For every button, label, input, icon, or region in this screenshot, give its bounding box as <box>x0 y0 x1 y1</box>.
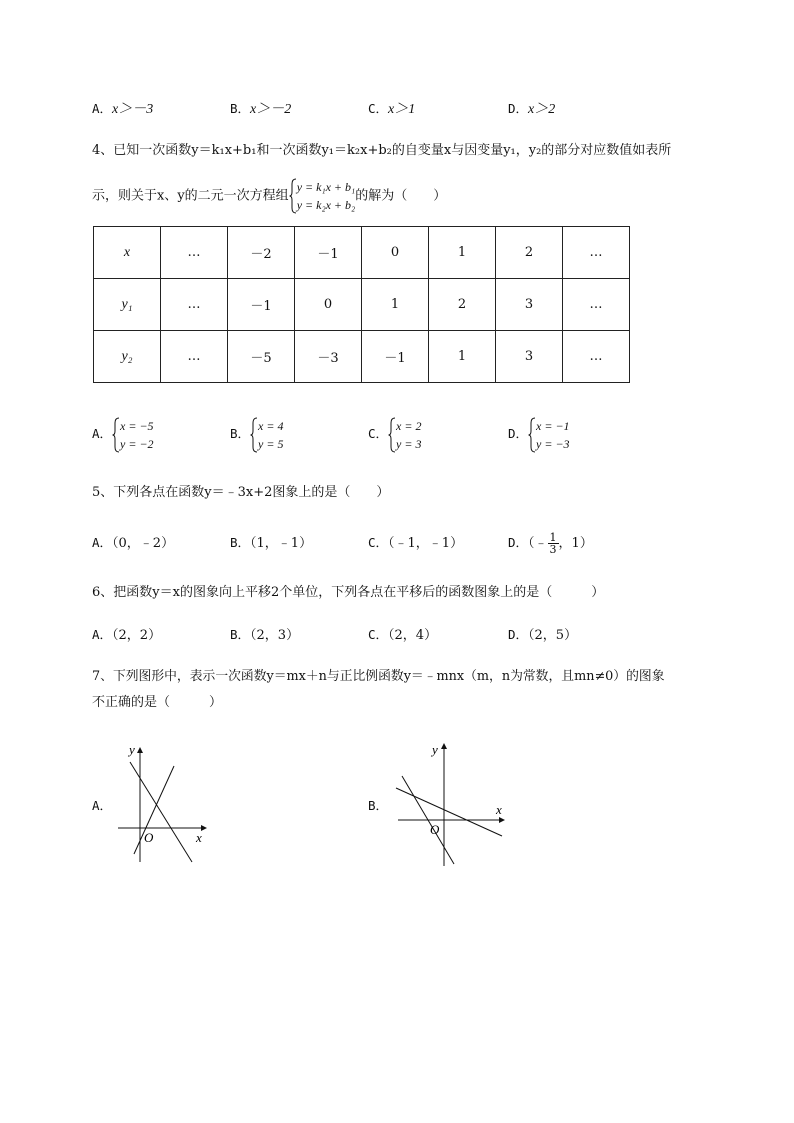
q5-option-b[interactable]: B．（1，﹣1） <box>230 535 313 551</box>
q3-option-b[interactable]: B．x＞－2 <box>230 101 292 117</box>
origin-label: O <box>144 830 154 845</box>
q3-option-a[interactable]: A．x＞－3 <box>92 101 154 117</box>
table-cell: … <box>161 279 228 331</box>
fraction: $\frac{1}{3}$ <box>549 531 557 556</box>
table-cell: 0 <box>362 227 429 279</box>
table-row-header: y₂ <box>94 331 161 383</box>
table-cell: 1 <box>429 227 496 279</box>
q3-options <box>92 98 732 120</box>
q6-stem: 6、把函数y＝x的图象向上平移2个单位，下列各点在平移后的函数图象上的是（ ） <box>92 585 605 600</box>
x-axis-label: x <box>196 830 202 845</box>
table-row <box>94 279 630 331</box>
q4-option-d[interactable]: D． x = −1 y = −3 <box>508 418 570 451</box>
table-cell: －1 <box>295 227 362 279</box>
brace-icon <box>289 178 297 214</box>
brace-icon <box>388 417 396 453</box>
table-cell: 3 <box>496 331 563 383</box>
table-cell: －3 <box>295 331 362 383</box>
q7-graph-a-label[interactable]: A． <box>92 798 113 813</box>
line-1 <box>130 762 192 862</box>
x-axis-label: x <box>496 802 502 817</box>
table-cell: … <box>563 279 630 331</box>
q7-graph-a[interactable] <box>112 740 216 864</box>
option-system: x = 2 y = 3 <box>388 417 421 453</box>
brace-icon <box>528 417 536 453</box>
option-system: x = −1 y = −3 <box>528 417 570 453</box>
q5-option-d[interactable]: D．（﹣ $\frac{1}{3}$ ，1） <box>508 531 593 556</box>
line-2 <box>396 788 502 836</box>
table-cell: －5 <box>228 331 295 383</box>
q6-option-b[interactable]: B．（2，3） <box>230 627 300 643</box>
option-system: x = 4 y = 5 <box>250 417 283 453</box>
q4-stem-suffix: 的解为（ ） <box>355 188 447 204</box>
table-cell: 3 <box>496 279 563 331</box>
q5-option-c[interactable]: C．（﹣1，﹣1） <box>368 535 464 551</box>
q5-options <box>92 532 732 558</box>
q4-option-a[interactable]: A． x = −5 y = −2 <box>92 418 154 451</box>
table-cell: 0 <box>295 279 362 331</box>
q4-stem-line2 <box>92 178 446 214</box>
option-system: x = −5 y = −2 <box>112 417 154 453</box>
q4-option-c[interactable]: C． x = 2 y = 3 <box>368 418 422 451</box>
table-cell: 1 <box>429 331 496 383</box>
table-cell: … <box>161 331 228 383</box>
q4-options <box>92 414 732 454</box>
q7-stem-line1: 7、下列图形中，表示一次函数y＝mx＋n与正比例函数y＝﹣mnx（m，n为常数，且mn≠0）的图象 <box>92 669 665 684</box>
q6-options <box>92 624 732 646</box>
table-row-header: y₁ <box>94 279 161 331</box>
table-cell: … <box>563 331 630 383</box>
q7-stem-line2: 不正确的是（ ） <box>92 695 223 710</box>
q7-graph-b-label[interactable]: B． <box>368 798 389 813</box>
q4-system-row-2: y = k₂x + b₂ <box>296 198 356 212</box>
y-axis-label: y <box>129 742 135 757</box>
table-row <box>94 227 630 279</box>
table-cell: －2 <box>228 227 295 279</box>
q6-option-d[interactable]: D．（2，5） <box>508 627 578 643</box>
q5-option-a[interactable]: A．（0，﹣2） <box>92 535 175 551</box>
table-row <box>94 331 630 383</box>
q5-stem: 5、下列各点在函数y＝﹣3x+2图象上的是（ ） <box>92 485 390 500</box>
table-cell: … <box>563 227 630 279</box>
q4-equation-system <box>289 178 356 214</box>
table-cell: －1 <box>362 331 429 383</box>
q4-system-row-1: y = k₁x + b₁ <box>296 180 356 194</box>
table-row-header: x <box>94 227 161 279</box>
table-cell: 1 <box>362 279 429 331</box>
q4-option-b[interactable]: B． x = 4 y = 5 <box>230 418 284 451</box>
q3-option-d[interactable]: D．x＞2 <box>508 101 556 117</box>
brace-icon <box>250 417 258 453</box>
q7-graph-b[interactable] <box>390 738 510 868</box>
q6-option-a[interactable]: A．（2，2） <box>92 627 162 643</box>
y-axis-label: y <box>432 742 438 757</box>
table-cell: 2 <box>496 227 563 279</box>
origin-label: O <box>430 822 440 837</box>
q4-stem-line1: 4、已知一次函数y＝k₁x+b₁和一次函数y₁＝k₂x+b₂的自变量x与因变量y₁，y₂的部分对应数值如表所 <box>92 143 672 158</box>
q6-option-c[interactable]: C．（2，4） <box>368 627 438 643</box>
q3-option-c[interactable]: C．x＞1 <box>368 101 416 117</box>
table-cell: … <box>161 227 228 279</box>
q4-value-table <box>93 226 630 383</box>
table-cell: 2 <box>429 279 496 331</box>
brace-icon <box>112 417 120 453</box>
table-cell: －1 <box>228 279 295 331</box>
q4-stem-prefix: 示，则关于x、y的二元一次方程组 <box>92 188 289 204</box>
